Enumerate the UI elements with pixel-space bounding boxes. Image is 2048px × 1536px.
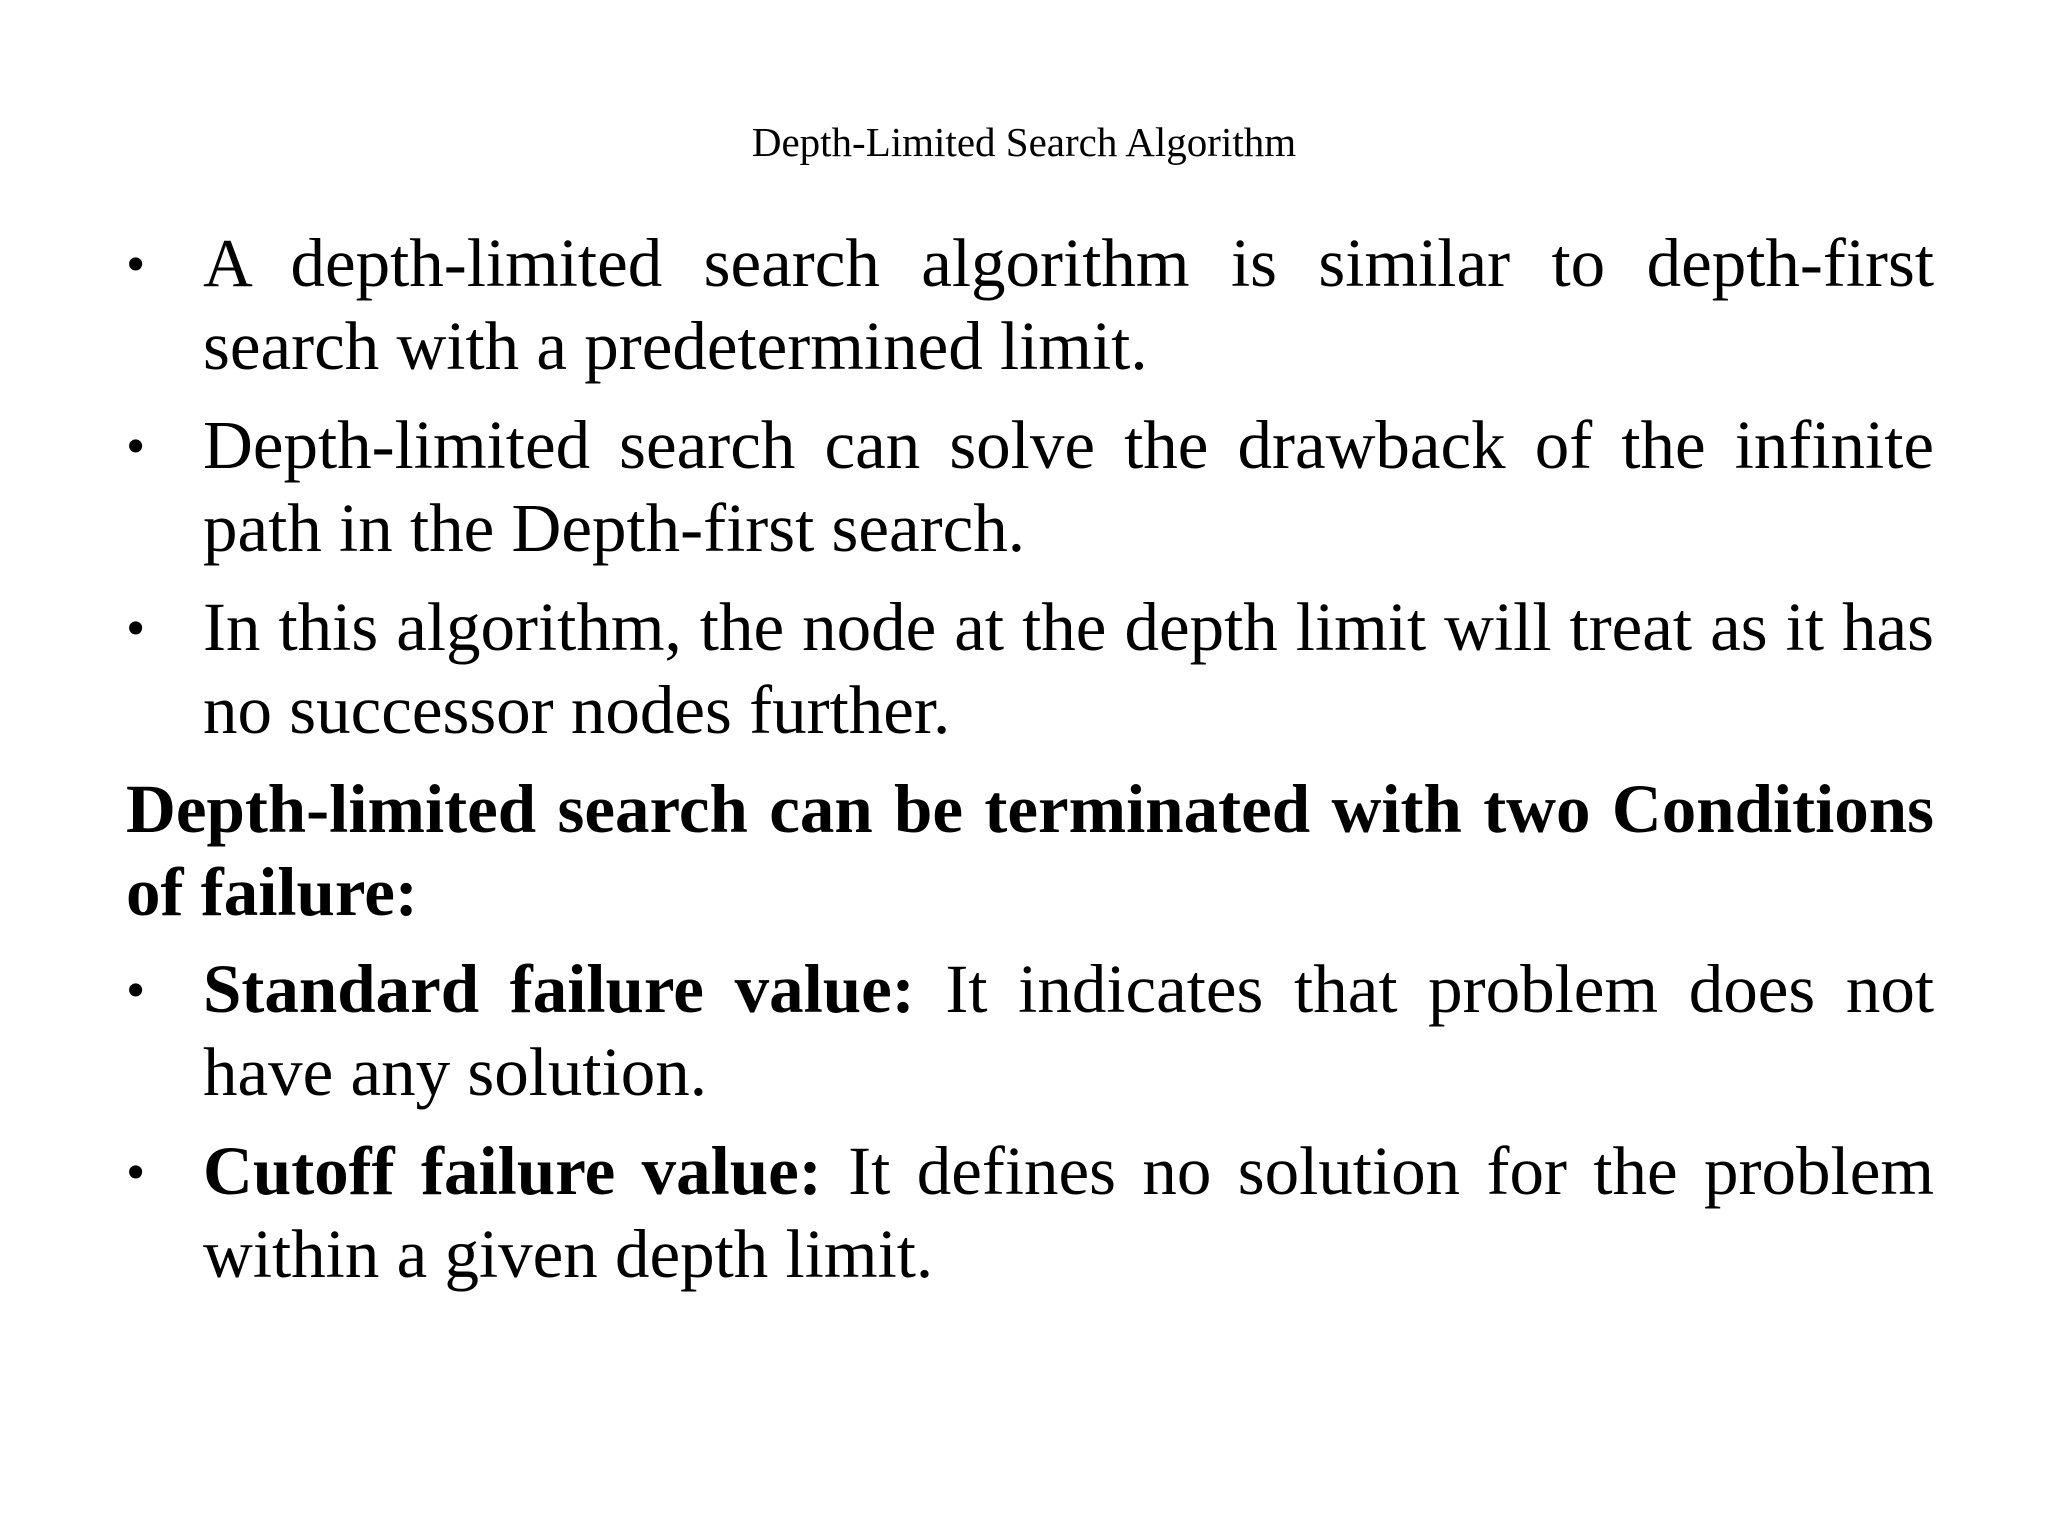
condition-description: It indicates that problem does not have any solution. — [203, 951, 1935, 1110]
bullet-icon: • — [126, 233, 146, 294]
failure-condition-item — [126, 1130, 1934, 1296]
slide-title: Depth-Limited Search Algorithm — [751, 119, 1297, 165]
intro-bullet-item — [126, 404, 1934, 570]
bullet-text: A depth-limited search algorithm is similar to depth-first search with a predetermined limit. — [203, 225, 1934, 384]
bullet-icon: • — [126, 959, 146, 1020]
condition-term: Cutoff failure value: — [203, 1133, 822, 1209]
bullet-icon: • — [126, 415, 146, 476]
intro-bullet-item — [126, 586, 1934, 752]
slide-content — [126, 222, 1934, 1312]
condition-description: It defines no solution for the problem within a given depth limit. — [203, 1133, 1934, 1292]
intro-bullet-list — [126, 222, 1934, 752]
intro-bullet-item — [126, 222, 1934, 388]
bullet-text: Depth-limited search can solve the drawback of the infinite path in the Depth-first search. — [203, 407, 1934, 566]
bullet-text: In this algorithm, the node at the depth limit will treat as it has no successor nodes further. — [203, 589, 1934, 748]
condition-term: Standard failure value: — [203, 951, 915, 1027]
bullet-icon: • — [126, 597, 146, 658]
bullet-icon: • — [126, 1141, 146, 1202]
section-heading: Depth-limited search can be terminated with two Conditions of failure: — [126, 771, 1934, 930]
failure-condition-item — [126, 948, 1934, 1114]
failure-conditions-list — [126, 948, 1934, 1296]
